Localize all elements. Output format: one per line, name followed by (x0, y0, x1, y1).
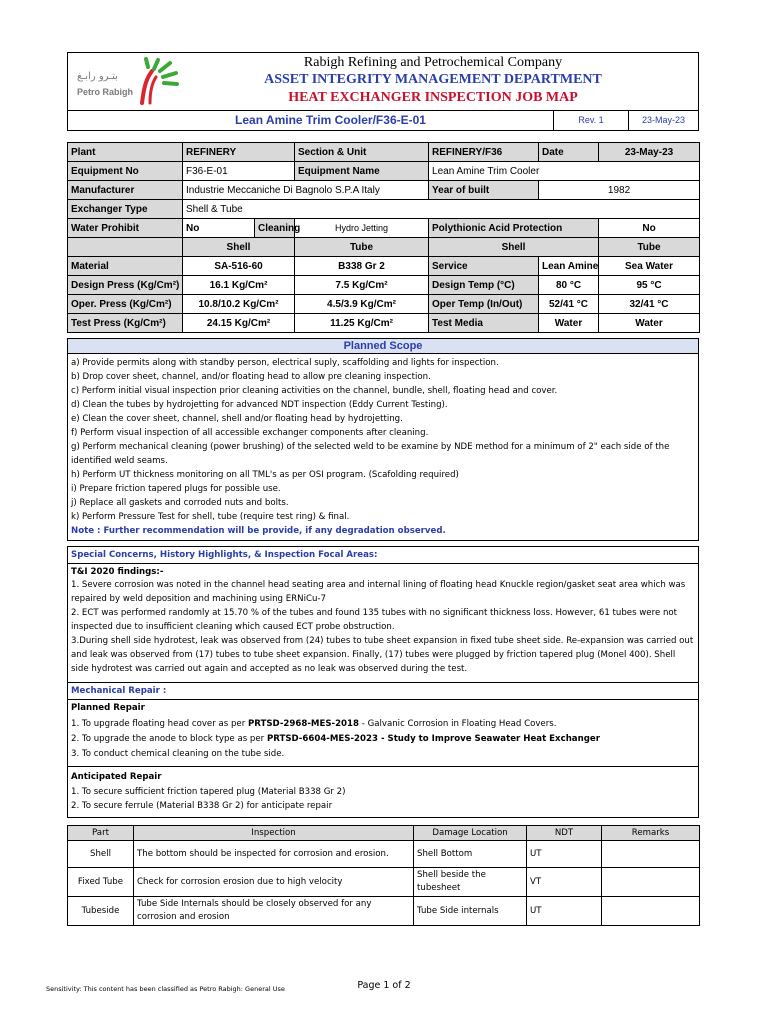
scope-item: e) Clean the cover sheet, channel, shell and/or floating head by hydrojetting. (71, 414, 403, 424)
service-shell: Lean Amine (539, 257, 599, 276)
table-row (68, 868, 700, 897)
scope-item: g) Perform mechanical cleaning (power brushing) of the selected weld to be examine by NDE method for a minimum of 2" each side of the identified weld seams. (71, 442, 670, 466)
material-tube: B338 Gr 2 (295, 257, 429, 276)
water-prohibit-label: Water Prohibit (68, 219, 183, 238)
equip-no-value: F36-E-01 (183, 162, 295, 181)
mechanical-repair-title: Mechanical Repair : (68, 682, 698, 700)
part-cell: Tubeside (68, 897, 134, 926)
material-shell: SA-516-60 (183, 257, 295, 276)
inspection-parts-table (67, 825, 700, 926)
scope-item: c) Perform initial visual inspection prior cleaning activities on the channel, bundle, shell, floating head and cover. (71, 386, 558, 396)
oper-temp-label: Oper Temp (In/Out) (429, 295, 539, 314)
sensitivity-label: Sensitivity: This content has been classified as Petro Rabigh: General Use (46, 985, 285, 993)
oper-press-tube: 4.5/3.9 Kg/Cm² (295, 295, 429, 314)
design-press-tube: 7.5 Kg/Cm² (295, 276, 429, 295)
scope-item: k) Perform Pressure Test for shell, tube (require test ring) & final. (71, 512, 350, 522)
shell-header: Shell (183, 238, 295, 257)
planned-scope-title: Planned Scope (68, 339, 698, 354)
plant-label: Plant (68, 143, 183, 162)
tube-header-2: Tube (599, 238, 700, 257)
oper-press-shell: 10.8/10.2 Kg/Cm² (183, 295, 295, 314)
inspection-cell: The bottom should be inspected for corrosion and erosion. (134, 841, 414, 868)
test-media-tube: Water (599, 314, 700, 333)
pta-value: No (599, 219, 700, 238)
ndt-cell: UT (527, 897, 602, 926)
service-tube: Sea Water (599, 257, 700, 276)
anticipated-repair-block (68, 766, 698, 817)
date-label: Date (539, 143, 599, 162)
design-temp-tube: 95 °C (599, 276, 700, 295)
scope-item: a) Provide permits along with standby person, electrical suply, scaffolding and lights for inspection. (71, 358, 499, 368)
test-media-shell: Water (539, 314, 599, 333)
material-label: Material (68, 257, 183, 276)
planned-repair-title: Planned Repair (71, 703, 145, 713)
col-remarks: Remarks (602, 826, 700, 841)
table-row (68, 841, 700, 868)
date-value: 23-May-23 (599, 143, 700, 162)
year-value: 1982 (539, 181, 700, 200)
anticipated-repair-title: Anticipated Repair (71, 772, 162, 782)
planned-repair-item: 1. To upgrade floating head cover as per PRTSD-2968-MES-2018 - Galvanic Corrosion in Floating Head Covers. (71, 719, 557, 729)
design-press-shell: 16.1 Kg/Cm² (183, 276, 295, 295)
col-damage-location: Damage Location (414, 826, 527, 841)
test-press-tube: 11.25 Kg/Cm² (295, 314, 429, 333)
table-row (68, 897, 700, 926)
inspection-cell: Check for corrosion erosion due to high velocity (134, 868, 414, 897)
remarks-cell (602, 841, 700, 868)
oper-temp-tube: 32/41 °C (599, 295, 700, 314)
ndt-cell: VT (527, 868, 602, 897)
design-press-label: Design Press (Kg/Cm²) (68, 276, 183, 295)
anticipated-repair-item: 2. To secure ferrule (Material B338 Gr 2) for anticipate repair (71, 801, 333, 811)
manufacturer-value: Industrie Meccaniche Di Bagnolo S.P.A Italy (183, 181, 429, 200)
document-header (67, 52, 699, 111)
ndt-cell: UT (527, 841, 602, 868)
revision: Rev. 1 (553, 111, 628, 130)
finding-item: 2. ECT was performed randomly at 15.70 % of the tubes and found 135 tubes with no significant thickness loss. However, 61 tubes were not inspected due to insufficient cleaning which caused ECT probe obstruction. (71, 608, 678, 632)
section-value: REFINERY/F36 (429, 143, 539, 162)
oper-press-label: Oper. Press (Kg/Cm²) (68, 295, 183, 314)
scope-item: i) Prepare friction tapered plugs for possible use. (71, 484, 281, 494)
inspection-cell: Tube Side Internals should be closely observed for any corrosion and erosion (134, 897, 414, 926)
logo-arabic-text: بتـرو رابـغ (77, 71, 118, 82)
revision-date: 23-May-23 (628, 111, 698, 130)
logo-english-text: Petro Rabigh (77, 87, 134, 97)
parts-header-row (68, 826, 700, 841)
tube-header: Tube (295, 238, 429, 257)
company-name: Rabigh Refining and Petrochemical Company (303, 55, 563, 70)
test-media-label: Test Media (429, 314, 539, 333)
pta-label: Polythionic Acid Protection (429, 219, 599, 238)
scope-item: b) Drop cover sheet, channel, and/or floating head to allow pre cleaning inspection. (71, 372, 431, 382)
oper-temp-shell: 52/41 °C (539, 295, 599, 314)
manufacturer-label: Manufacturer (68, 181, 183, 200)
scope-item: f) Perform visual inspection of all accessible exchanger components after cleaning. (71, 428, 429, 438)
header-titles (178, 55, 688, 106)
equipment-title: Lean Amine Trim Cooler/F36-E-01 (235, 113, 426, 127)
part-cell: Fixed Tube (68, 868, 134, 897)
damage-location-cell: Shell Bottom (414, 841, 527, 868)
col-part: Part (68, 826, 134, 841)
scope-item: h) Perform UT thickness monitoring on all TML's as per OSI program. (Scafolding required) (71, 470, 459, 480)
planned-scope-section (67, 338, 699, 541)
col-ndt: NDT (527, 826, 602, 841)
design-temp-shell: 80 °C (539, 276, 599, 295)
department-name: ASSET INTEGRITY MANAGEMENT DEPARTMENT (264, 72, 602, 87)
petro-rabigh-logo (72, 57, 172, 105)
logo-flame-icon (132, 57, 180, 105)
cleaning-label: Cleaning (255, 219, 295, 238)
shell-header-2: Shell (429, 238, 599, 257)
finding-item: 1. Severe corrosion was noted in the channel head seating area and internal lining of floating head Knuckle region/gasket seat area which was repaired by weld deposition and machining using ERNiCu-7 (71, 580, 686, 604)
planned-scope-list (68, 354, 698, 540)
year-label: Year of built (429, 181, 539, 200)
document-title: HEAT EXCHANGER INSPECTION JOB MAP (288, 90, 578, 105)
planned-repair-item: 3. To conduct chemical cleaning on the tube side. (71, 749, 285, 759)
remarks-cell (602, 897, 700, 926)
type-value: Shell & Tube (183, 200, 700, 219)
plant-value: REFINERY (183, 143, 295, 162)
findings-title: T&I 2020 findings:- (71, 567, 164, 577)
equipment-title-bar (67, 111, 699, 131)
section-label: Section & Unit (295, 143, 429, 162)
damage-location-cell: Shell beside the tubesheet (414, 868, 527, 897)
part-cell: Shell (68, 841, 134, 868)
scope-item: j) Replace all gaskets and corroded nuts and bolts. (71, 498, 289, 508)
job-map-sheet (67, 52, 699, 926)
special-concerns-title: Special Concerns, History Highlights, & Inspection Focal Areas: (68, 547, 698, 564)
test-press-label: Test Press (Kg/Cm²) (68, 314, 183, 333)
equip-no-label: Equipment No (68, 162, 183, 181)
water-prohibit-value: No (183, 219, 255, 238)
test-press-shell: 24.15 Kg/Cm² (183, 314, 295, 333)
equip-name-label: Equipment Name (295, 162, 429, 181)
planned-repair-item: 2. To upgrade the anode to block type as per PRTSD-6604-MES-2023 - Study to Improve Seawater Heat Exchanger (71, 734, 600, 744)
type-label: Exchanger Type (68, 200, 183, 219)
finding-item: 3.During shell side hydrotest, leak was observed from (24) tubes to tube sheet expansion in fixed tube sheet side. Re-expansion was carried out and leak was observed from (17) tubes to tube sheet expansion. Finally, (17) tubes were plugged by friction tapered plug (Monel 400). Shell side hydrotest was carried out again and accepted as no leak was observed during the test. (71, 636, 694, 674)
service-label: Service (429, 257, 539, 276)
page-number: Page 1 of 2 (357, 980, 411, 991)
damage-location-cell: Tube Side internals (414, 897, 527, 926)
col-inspection: Inspection (134, 826, 414, 841)
equipment-info-table (67, 142, 700, 333)
equip-name-value: Lean Amine Trim Cooler (429, 162, 700, 181)
scope-item: d) Clean the tubes by hydrojetting for advanced NDT inspection (Eddy Current Testing). (71, 400, 448, 410)
cleaning-value: Hydro Jetting (295, 219, 429, 238)
special-concerns-section (67, 546, 699, 818)
scope-note: Note : Further recommendation will be provide, if any degradation observed. (71, 526, 446, 536)
anticipated-repair-item: 1. To secure sufficient friction tapered plug (Material B338 Gr 2) (71, 787, 346, 797)
remarks-cell (602, 868, 700, 897)
design-temp-label: Design Temp (°C) (429, 276, 539, 295)
